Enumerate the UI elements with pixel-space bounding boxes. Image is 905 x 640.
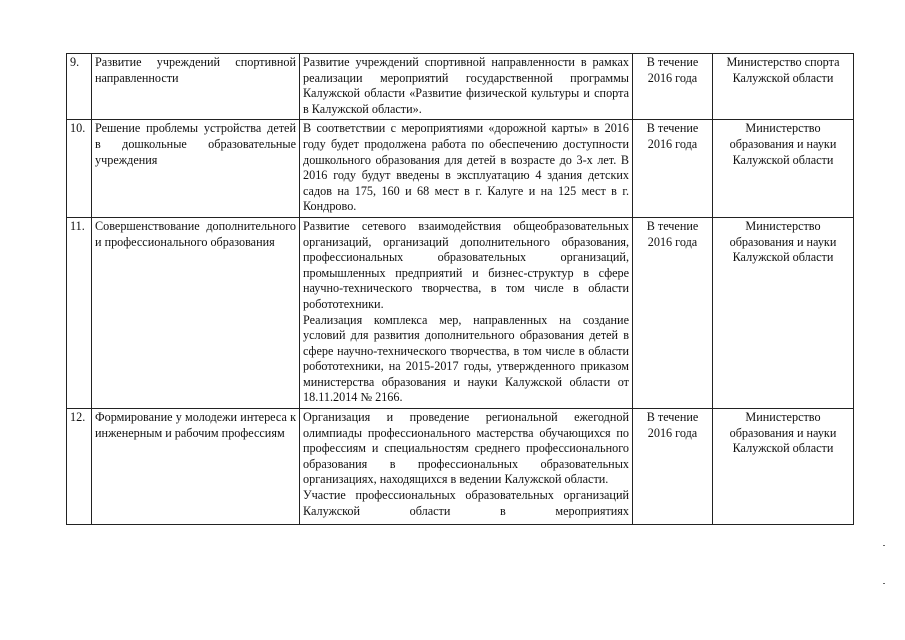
table-row [67, 217, 854, 408]
table-row [67, 54, 854, 120]
measure-responsible: Министерство образования и науки Калужской области [713, 120, 854, 218]
row-number: 11. [67, 217, 92, 408]
measure-description [300, 217, 633, 408]
measure-description [300, 54, 633, 120]
measure-term: В течение 2016 года [633, 54, 713, 120]
description-paragraph: Организация и проведение региональной ежегодной олимпиады профессионального мастерства обучающихся по профессиям и специальностям среднего профессионального образования в профессиональных образовательных организациях, находящихся в ведении Калужской области. [303, 410, 629, 487]
measure-name: Развитие учреждений спортивной направленности [92, 54, 300, 120]
measure-responsible: Министерство образования и науки Калужской области [713, 409, 854, 525]
row-number: 10. [67, 120, 92, 218]
measure-description [300, 120, 633, 218]
row-number: 9. [67, 54, 92, 120]
measure-name: Формирование у молодежи интереса к инженерным и рабочим профессиям [92, 409, 300, 525]
measure-name: Решение проблемы устройства детей в дошкольные образовательные учреждения [92, 120, 300, 218]
scan-speck [883, 545, 885, 546]
description-paragraph: В соответствии с мероприятиями «дорожной карты» в 2016 году будет продолжена работа по обеспечению доступности дошкольного образования для детей в возрасте до 3-х лет. В 2016 году будут введены в эксплуатацию 4 здания детских садов на 175, 160 и 68 мест в г. Калуге и на 125 мест в г. Кондрово. [303, 121, 629, 214]
measure-name: Совершенствование дополнительного и профессионального образования [92, 217, 300, 408]
table-row [67, 409, 854, 525]
row-number: 12. [67, 409, 92, 525]
description-paragraph: Развитие сетевого взаимодействия общеобразовательных организаций, организаций дополнительного образования, профессиональных образовательных организаций, промышленных предприятий и бизнес-структур в сфере научно-технического творчества, в том числе в области робототехники. [303, 218, 629, 311]
measures-table [66, 53, 854, 525]
measure-responsible: Министерство спорта Калужской области [713, 54, 854, 120]
measure-term: В течение 2016 года [633, 120, 713, 218]
description-paragraph: Развитие учреждений спортивной направленности в рамках реализации мероприятий государственной программы Калужской области «Развитие физической культуры и спорта в Калужской области». [303, 55, 629, 116]
description-paragraph: Участие профессиональных образовательных организаций Калужской области в мероприятиях [303, 488, 629, 518]
measure-term: В течение 2016 года [633, 409, 713, 525]
measure-description [300, 409, 633, 525]
measure-responsible: Министерство образования и науки Калужской области [713, 217, 854, 408]
measure-term: В течение 2016 года [633, 217, 713, 408]
table-row [67, 120, 854, 218]
scan-speck [883, 583, 885, 584]
description-paragraph: Реализация комплекса мер, направленных на создание условий для развития дополнительного образования детей в сфере научно-технического творчества, в том числе в области робототехники, на 2015-2017 годы, утвержденного приказом министерства образования и науки Калужской области от 18.11.2014 № 2166. [303, 312, 629, 405]
